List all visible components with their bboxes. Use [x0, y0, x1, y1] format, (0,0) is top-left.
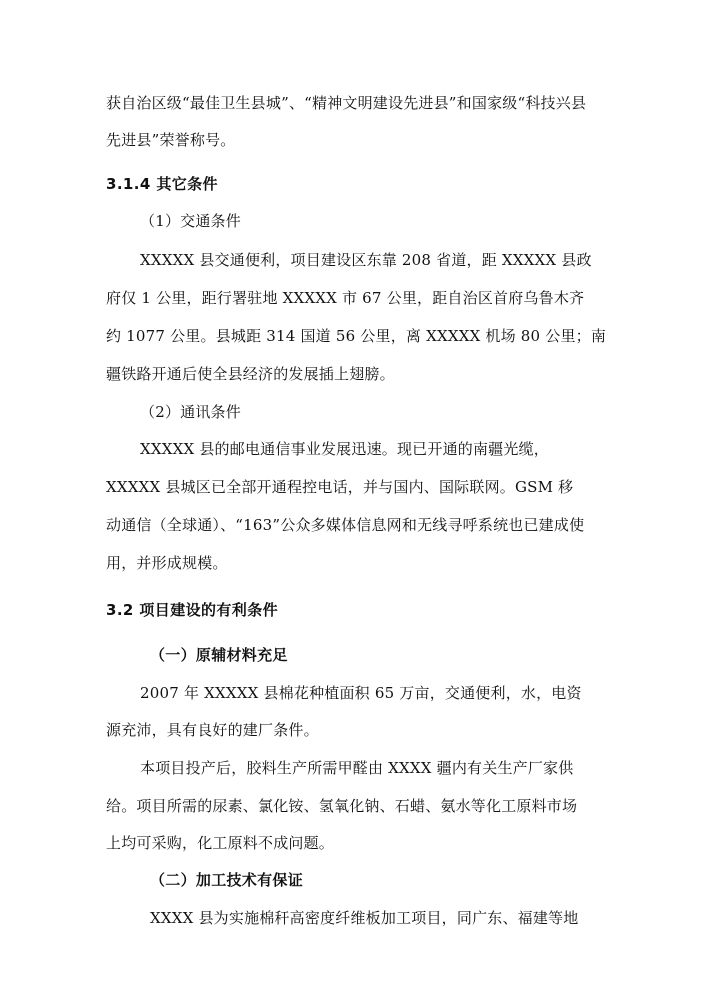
section-heading-3-2: 3.2 项目建设的有利条件 — [106, 601, 278, 619]
paragraph-line: 先进县”荣誉称号。 — [106, 131, 236, 149]
paragraph-line: 疆铁路开通后使全县经济的发展插上翅膀。 — [106, 365, 395, 383]
paragraph-line: XXXXX 县的邮电通信事业发展迅速。现已开通的南疆光缆， — [140, 440, 549, 458]
subsection-title-technology: （二）加工技术有保证 — [150, 871, 304, 889]
subsection-title-traffic: （1）交通条件 — [140, 212, 241, 230]
paragraph-line: 获自治区级“最佳卫生县城”、“精神文明建设先进县”和国家级“科技兴县 — [106, 94, 587, 112]
paragraph-line: 源充沛，具有良好的建厂条件。 — [106, 721, 319, 739]
paragraph-line: 本项目投产后，胶料生产所需甲醛由 XXXX 疆内有关生产厂家供 — [140, 759, 574, 777]
paragraph-line: XXXXX 县城区已全部开通程控电话，并与国内、国际联网。GSM 移 — [106, 478, 574, 496]
paragraph-line: 给。项目所需的尿素、氯化铵、氢氧化钠、石蜡、氨水等化工原料市场 — [106, 797, 578, 815]
paragraph-line: 上均可采购，化工原料不成问题。 — [106, 834, 335, 852]
paragraph-line: 动通信（全球通）、“163”公众多媒体信息网和无线寻呼系统也已建成使 — [106, 516, 585, 534]
section-heading-3-1-4: 3.1.4 其它条件 — [106, 175, 218, 193]
paragraph-line: 用，并形成规模。 — [106, 554, 228, 572]
subsection-title-materials: （一）原辅材料充足 — [150, 646, 288, 664]
paragraph-line: 约 1077 公里。县城距 314 国道 56 公里，离 XXXXX 机场 80 公里；南 — [106, 327, 607, 345]
paragraph-line: 府仅 1 公里，距行署驻地 XXXXX 市 67 公里，距自治区首府乌鲁木齐 — [106, 289, 585, 307]
subsection-title-communication: （2）通讯条件 — [140, 403, 241, 421]
paragraph-line: XXXX 县为实施棉秆高密度纤维板加工项目，同广东、福建等地 — [150, 909, 579, 927]
paragraph-line: 2007 年 XXXXX 县棉花种植面积 65 万亩，交通便利，水，电资 — [140, 684, 582, 702]
paragraph-line: XXXXX 县交通便利，项目建设区东靠 208 省道，距 XXXXX 县政 — [140, 251, 592, 269]
